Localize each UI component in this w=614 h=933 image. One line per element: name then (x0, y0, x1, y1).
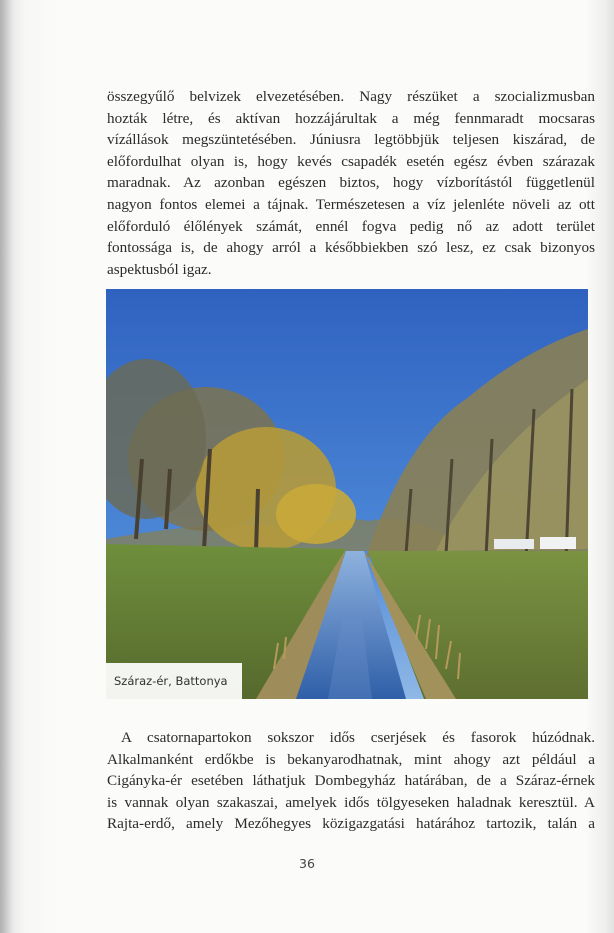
text-line: előforduló élőlények számát, ennél fogva pedig nő az adott terület (107, 217, 595, 235)
text-line: összegyűlő belvizek elvezetésében. Nagy részüket a szocializmusban (107, 88, 595, 105)
text-line-content: A csatornapartokon sokszor idős cserjések és fasorok húzódnak. (121, 729, 595, 746)
text-line: előfordulhat olyan is, hogy kevés csapadék esetén egész évben szárazak (107, 152, 595, 170)
text-line: hozták létre, és aktívan hozzájárultak a még fennmaradt mocsaras (107, 109, 595, 127)
text-line: Alkalmanként erdőkbe is bekanyarodhatnak, mint ahogy azt például a (107, 750, 595, 768)
text-line: aspektusból igaz. (107, 260, 212, 278)
text-line: is vannak olyan szakaszai, amelyek idős tölgyeseken haladnak keresztül. A (107, 793, 595, 811)
paragraph-bottom (107, 727, 595, 835)
photo-caption: Száraz-ér, Battonya (106, 663, 242, 699)
text-line: fontossága is, de ahogy arról a későbbiekben szó lesz, ez csak bizonyos (107, 239, 595, 257)
canal-photo (106, 289, 588, 699)
text-line: Rajta-erdő, amely Mezőhegyes közigazgatási határához tartozik, talán a (107, 815, 595, 833)
canal-landscape-illustration (106, 289, 588, 699)
page-number: 36 (299, 856, 315, 871)
binding-shadow (0, 0, 14, 933)
paragraph-top (107, 86, 595, 280)
text-line: vízállások megszüntetésében. Júniusra legtöbbjük teljesen kiszárad, de (107, 131, 595, 149)
text-line: maradnak. Az azonban egészen biztos, hogy vízborítástól függetlenül (107, 174, 595, 192)
text-line (107, 727, 595, 749)
text-line: nagyon fontos elemei a tájnak. Természetesen a víz jelenléte növeli az ott (107, 195, 595, 213)
text-line: Cigányka-ér esetében láthatjuk Dombegyház határában, de a Száraz-érnek (107, 772, 595, 790)
